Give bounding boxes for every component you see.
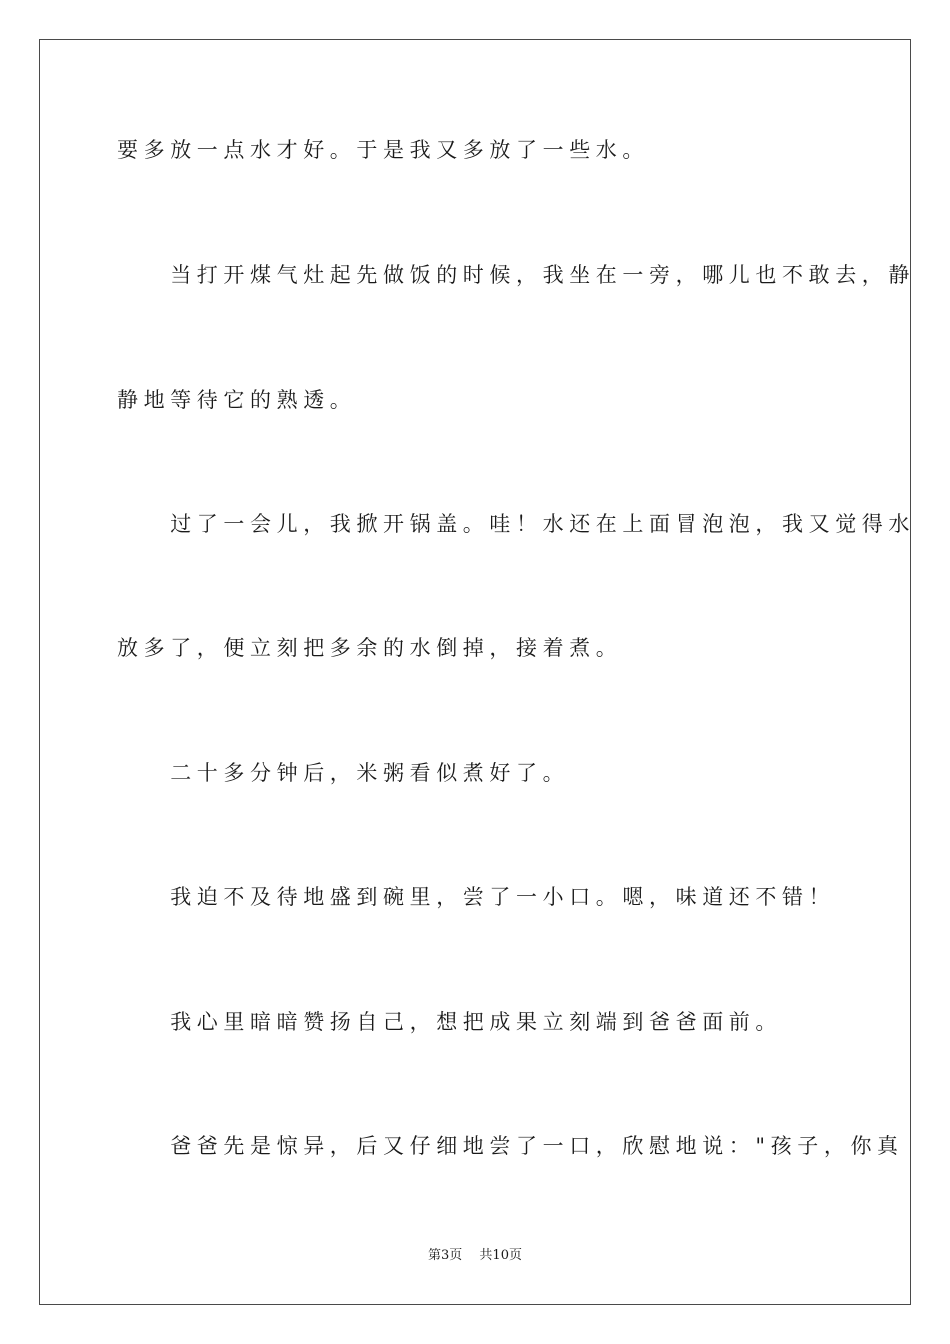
page-border — [39, 39, 915, 1305]
text-line-3: 静地等待它的熟透。 — [117, 388, 357, 412]
text-line-6: 二十多分钟后，米粥看似煮好了。 — [117, 761, 570, 785]
page-number-footer: 第3页 共10页 — [428, 1248, 522, 1263]
text-line-5: 放多了，便立刻把多余的水倒掉，接着煮。 — [117, 636, 623, 660]
text-line-4: 过了一会儿，我掀开锅盖。哇！水还在上面冒泡泡，我又觉得水 — [117, 512, 915, 536]
text-line-7: 我迫不及待地盛到碗里，尝了一小口。嗯，味道还不错！ — [117, 885, 836, 909]
text-line-8: 我心里暗暗赞扬自己，想把成果立刻端到爸爸面前。 — [117, 1010, 782, 1034]
text-line-2: 当打开煤气灶起先做饭的时候，我坐在一旁，哪儿也不敢去，静 — [117, 263, 915, 287]
text-line-9: 爸爸先是惊异，后又仔细地尝了一口，欣慰地说："孩子，你真 — [117, 1134, 904, 1158]
text-line-1: 要多放一点水才好。于是我又多放了一些水。 — [117, 138, 649, 162]
